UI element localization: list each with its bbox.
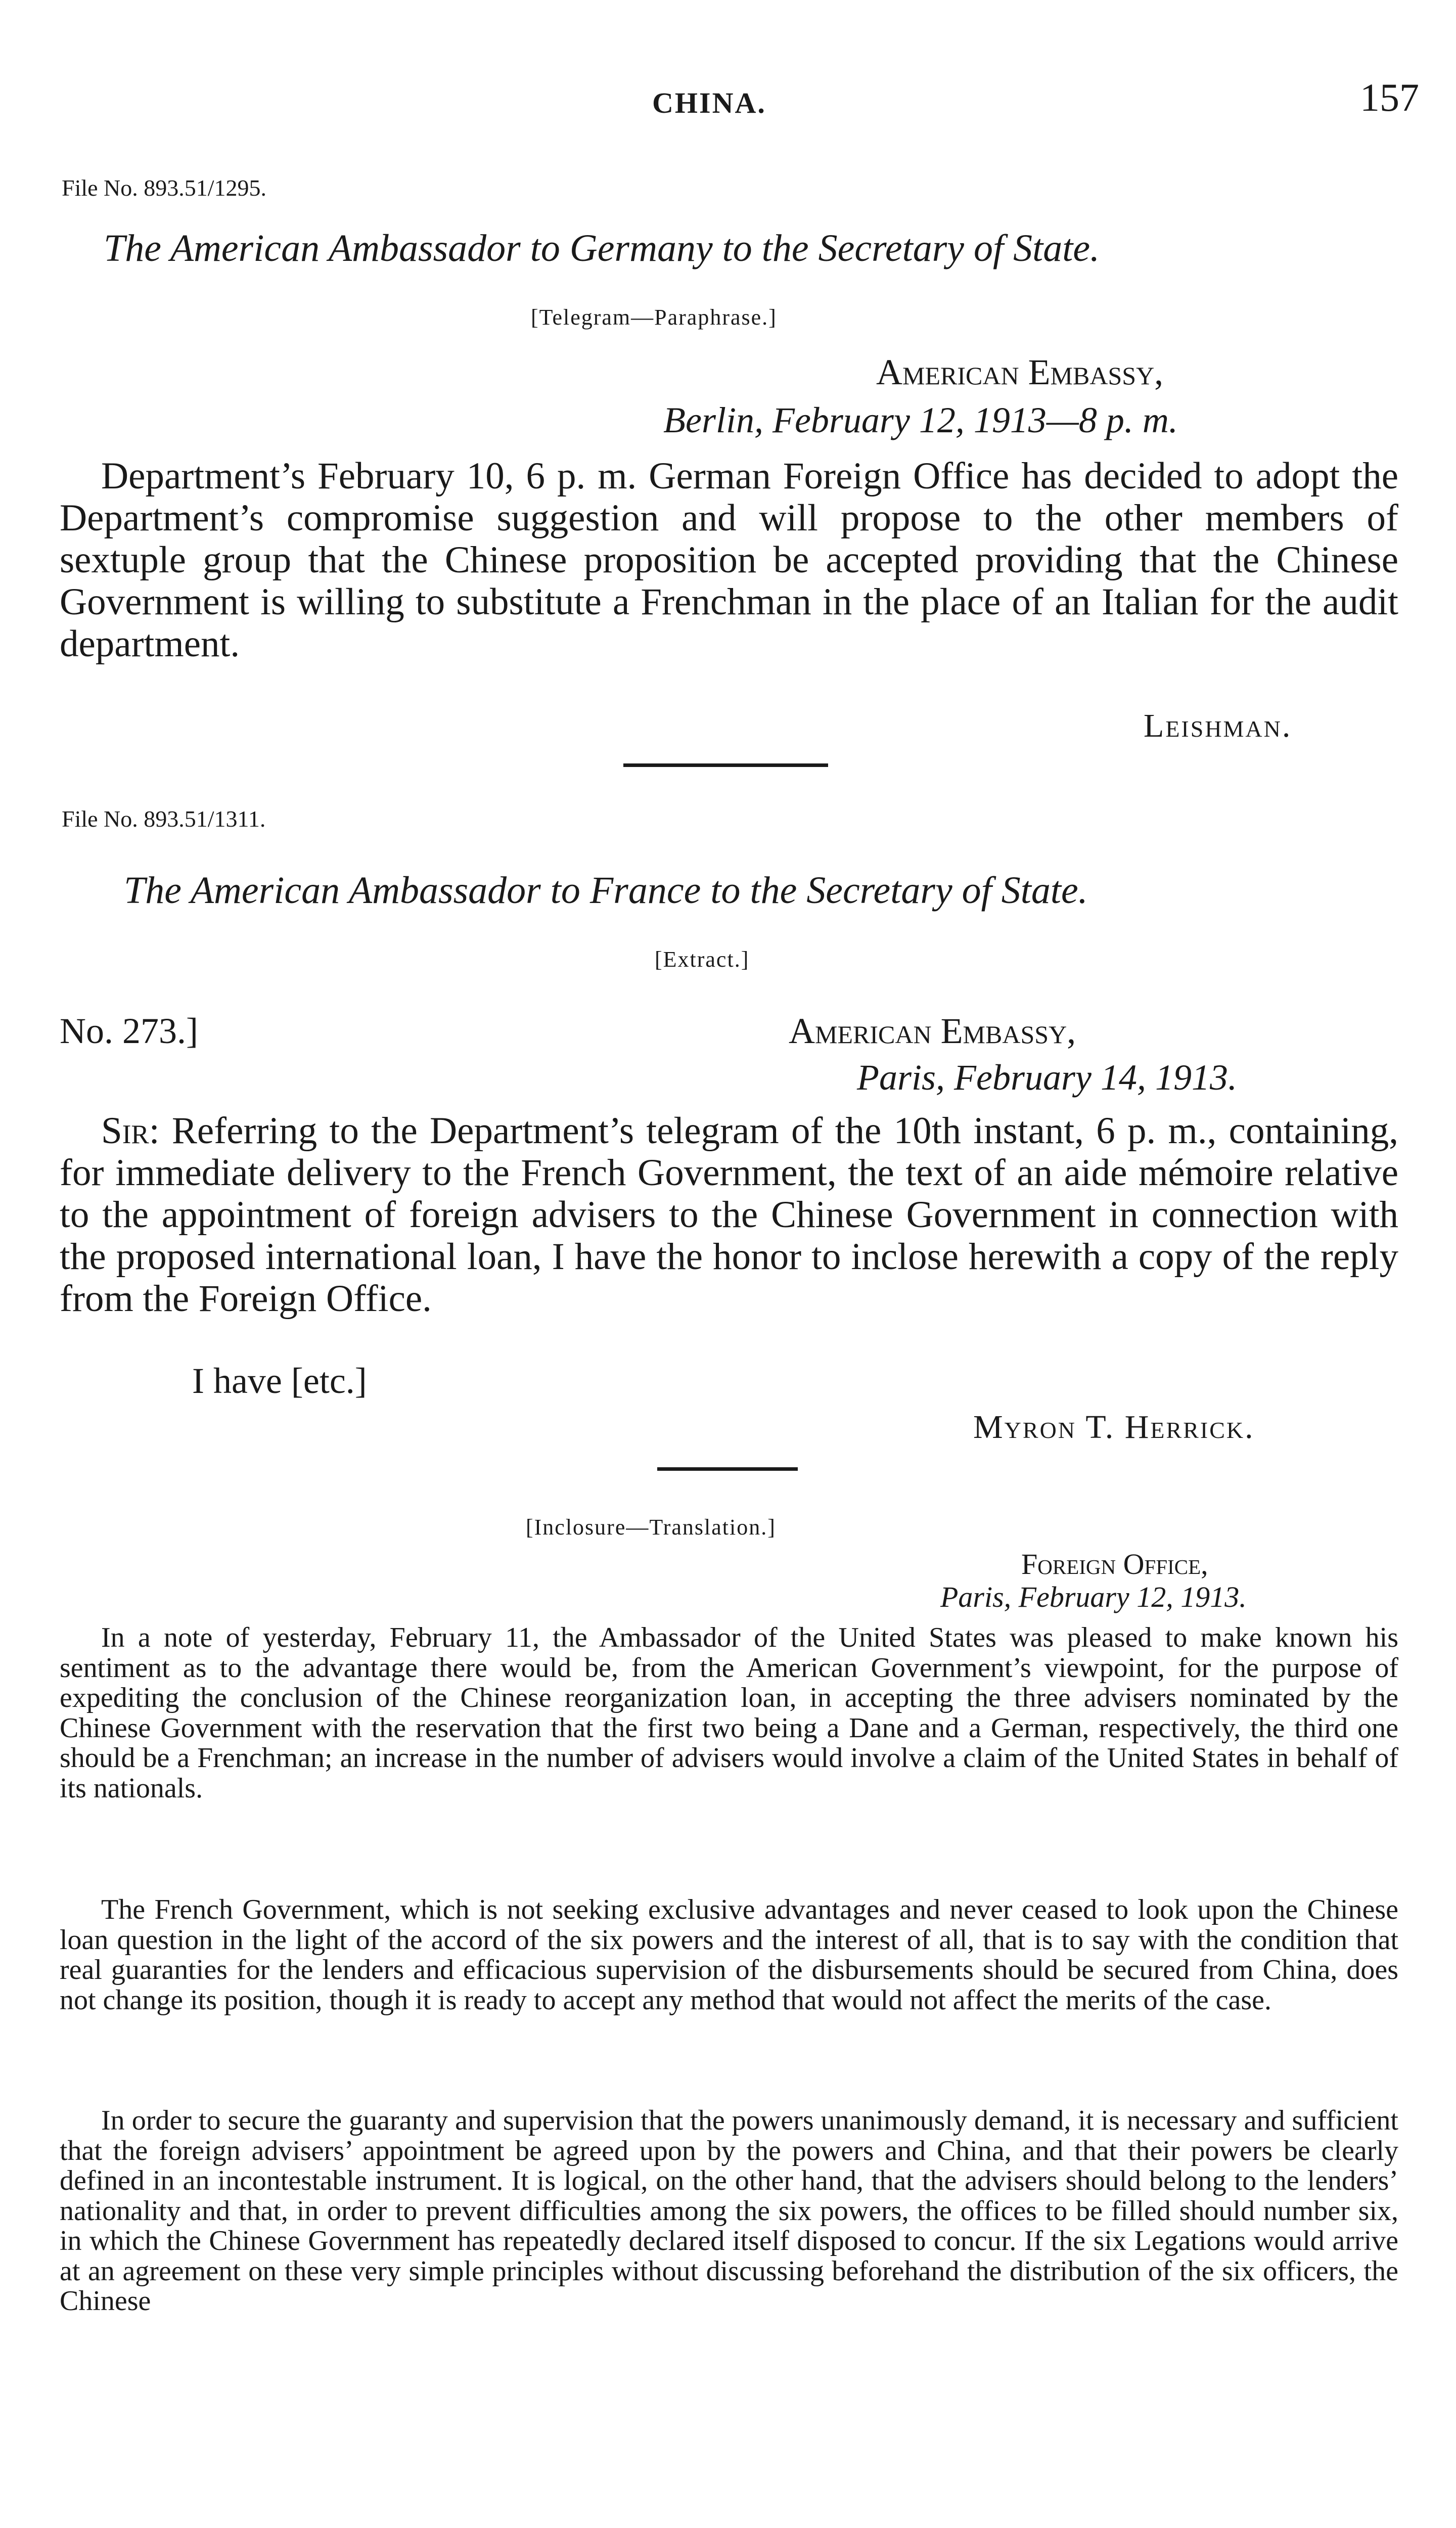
section-divider-2 — [657, 1467, 798, 1471]
salutation: Sir: — [101, 1110, 160, 1152]
inclosure-paragraph-1: In a note of yesterday, February 11, the Ambassador of the United States was pleased to make known his sentiment as to the advantage there would be, from the American Government’s viewpoint, for the purpose of expediting the conclusion of the Chinese reorganization loan, in accepting the three advisers nominated by the Chinese Government with the reservation that the first two being a Dane and a German, respectively, the third one should be a Frenchman; an increase in the number of advisers would involve a claim of the United States in behalf of its nationals. — [60, 1622, 1398, 1804]
section-divider — [623, 763, 828, 767]
signature-leishman: Leishman. — [1144, 707, 1292, 744]
signature-herrick: Myron T. Herrick. — [973, 1409, 1255, 1446]
letter-heading-1: The American Ambassador to Germany to the Secretary of State. — [104, 227, 1100, 269]
file-number-2: File No. 893.51/1311. — [62, 806, 266, 832]
page-number: 157 — [1360, 75, 1419, 119]
embassy-date-line: Berlin, February 12, 1913—8 p. m. — [663, 400, 1178, 440]
dispatch-number: No. 273.] — [60, 1011, 198, 1051]
inclosure-paragraph-2: The French Government, which is not seeking exclusive advantages and never ceased to look upon the Chinese loan question in the light of the accord of the six powers and the interest of all, that is to say with the condition that real guaranties for the lenders and efficacious supervision of the disbursements should be secured from China, does not change its position, though it is ready to accept any method that would not affect the merits of the case. — [60, 1894, 1398, 2016]
embassy-date-line-paris: Paris, February 14, 1913. — [857, 1057, 1237, 1098]
telegram-note: [Telegram—Paraphrase.] — [531, 305, 777, 330]
inclosure-note: [Inclosure—Translation.] — [526, 1515, 776, 1540]
telegram-body: Department’s February 10, 6 p. m. German Foreign Office has decided to adopt the Department’s compromise suggestion and will propose to the other members of sextuple group that the Chinese proposition be accepted providing that the Chinese Government is willing to substitute a Frenchman in the place of an Italian for the audit department. — [60, 455, 1398, 665]
running-title: CHINA. — [652, 86, 766, 119]
file-number-1: File No. 893.51/1295. — [62, 175, 267, 201]
despatch-text: Referring to the Department’s telegram of the 10th instant, 6 p. m., containing, for immediate delivery to the French Government, the text of an aide mémoire relative to the appointment of foreign advisers to the Chinese Government in connection with the proposed international loan, I have the honor to inclose herewith a copy of the reply from the Foreign Office. — [60, 1110, 1399, 1320]
extract-note: [Extract.] — [655, 947, 750, 972]
foreign-office-date-line: Paris, February 12, 1913. — [940, 1581, 1247, 1613]
foreign-office-address: Foreign Office, — [1021, 1548, 1208, 1581]
letter-heading-2: The American Ambassador to France to the Secretary of State. — [124, 869, 1088, 912]
inclosure-paragraph-3: In order to secure the guaranty and supervision that the powers unanimously demand, it is necessary and sufficient that the foreign advisers’ appointment be agreed upon by the powers and China, and that their powers be clearly defined in an incontestable instrument. It is logical, on the other hand, that the advisers should belong to the lenders’ nationality and that, in order to prevent difficulties among the six powers, the offices to be filled should number six, in which the Chinese Government has repeatedly declared itself disposed to concur. If the six Legations would arrive at an agreement on these very simple principles without discussing beforehand the distribution of the six officers, the Chinese — [60, 2105, 1398, 2317]
embassy-address-paris: American Embassy, — [789, 1011, 1076, 1051]
closing-line: I have [etc.] — [192, 1361, 367, 1401]
embassy-address: American Embassy, — [876, 352, 1164, 392]
despatch-body — [60, 1110, 1398, 1320]
